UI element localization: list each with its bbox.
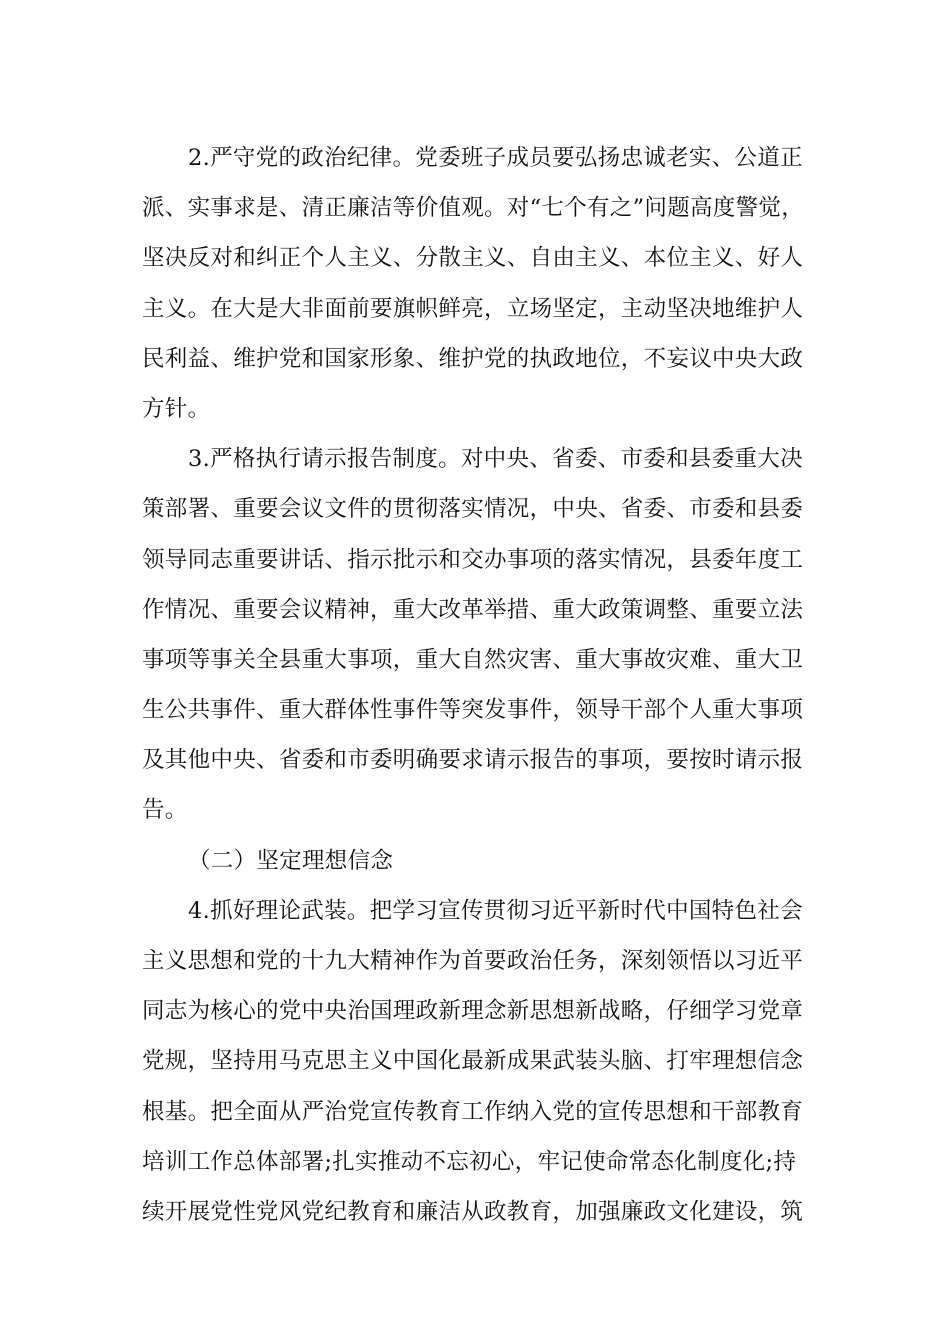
paragraph-3-line-3: 领导同志重要讲话、指示批示和交办事项的落实情况，县委年度工 — [142, 546, 804, 573]
paragraph-4-line-6: 培训工作总体部署;扎实推动不忘初心，牢记使命常态化制度化;持 — [142, 1148, 797, 1175]
paragraph-2-line-4: 主义。在大是大非面前要旗帜鲜亮，立场坚定，主动坚决地维护人 — [142, 295, 804, 322]
paragraph-4-line-3: 同志为核心的党中央治国理政新理念新思想新战略，仔细学习党章 — [142, 998, 804, 1025]
paragraph-3-line-5: 事项等事关全县重大事项，重大自然灾害、重大事故灾难、重大卫 — [142, 646, 804, 673]
paragraph-4-line-5: 根基。把全面从严治党宣传教育工作纳入党的宣传思想和干部教育 — [142, 1098, 804, 1125]
paragraph-4-line-7: 续开展党性党风党纪教育和廉洁从政教育，加强廉政文化建设，筑 — [142, 1198, 804, 1225]
paragraph-2-line-1: 2.严守党的政治纪律。党委班子成员要弘扬忠诚老实、公道正 — [188, 145, 803, 171]
paragraph-4-line-1: 4.抓好理论武装。把学习宣传贯彻习近平新时代中国特色社会 — [188, 897, 803, 924]
paragraph-3-line-1: 3.严格执行请示报告制度。对中央、省委、市委和县委重大决 — [188, 446, 803, 473]
paragraph-3-line-8: 告。 — [142, 797, 188, 824]
paragraph-3-line-4: 作情况、重要会议精神，重大改革举措、重大政策调整、重要立法 — [142, 596, 804, 623]
paragraph-3-line-6: 生公共事件、重大群体性事件等突发事件，领导干部个人重大事项 — [142, 697, 804, 724]
paragraph-2-line-2: 派、实事求是、清正廉洁等价值观。对“七个有之”问题高度警觉， — [142, 195, 805, 222]
paragraph-4-line-2: 主义思想和党的十九大精神作为首要政治任务，深刻领悟以习近平 — [142, 948, 804, 974]
document-body — [142, 133, 812, 1237]
paragraph-3-line-2: 策部署、重要会议文件的贯彻落实情况，中央、省委、市委和县委 — [142, 496, 804, 523]
section-heading: （二）坚定理想信念 — [188, 847, 394, 874]
paragraph-4-line-4: 党规，坚持用马克思主义中国化最新成果武装头脑、打牢理想信念 — [142, 1048, 804, 1075]
paragraph-2-line-5: 民利益、维护党和国家形象、维护党的执政地位，不妄议中央大政 — [142, 345, 804, 372]
paragraph-2-line-6: 方针。 — [142, 395, 211, 422]
paragraph-2-line-3: 坚决反对和纠正个人主义、分散主义、自由主义、本位主义、好人 — [142, 245, 804, 272]
paragraph-3-line-7: 及其他中央、省委和市委明确要求请示报告的事项，要按时请示报 — [142, 747, 804, 774]
